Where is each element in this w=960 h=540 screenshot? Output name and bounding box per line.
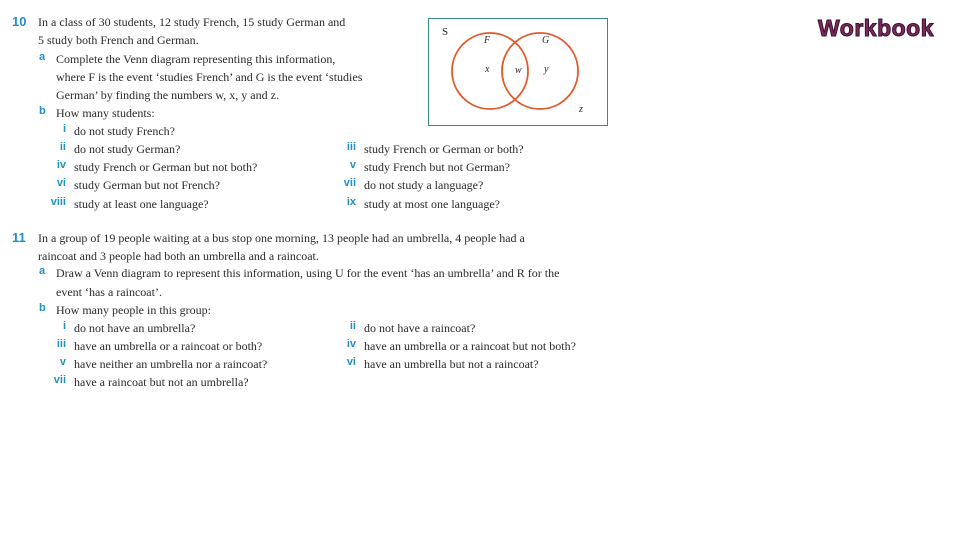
q11-item-iv-text: have an umbrella or a raincoat but not both? — [364, 339, 576, 353]
q10-part-a-line-2: where F is the event ‘studies French’ and G is the event ‘studies — [56, 70, 363, 84]
q11-item-iii-text: have an umbrella or a raincoat or both? — [74, 339, 263, 353]
q10-item-iv-text: study French or German but not both? — [74, 160, 258, 174]
q10-part-a-label: a — [39, 51, 46, 63]
venn-region-w: w — [515, 65, 522, 76]
venn-region-x: x — [485, 64, 490, 75]
q11-item-iv-num: iv — [346, 338, 356, 350]
q11-item-vii-num: vii — [53, 374, 66, 386]
q11-item-i-num: i — [62, 320, 66, 332]
venn-circle-g — [502, 33, 578, 109]
q11-item-ii-text: do not have a raincoat? — [364, 321, 476, 335]
q11-item-i-text: do not have an umbrella? — [74, 321, 196, 335]
q11-part-a-line-2: event ‘has a raincoat’. — [56, 285, 162, 299]
q10-item-i-text: do not study French? — [74, 124, 175, 138]
q10-intro-line-1: In a class of 30 students, 12 study French, 15 study German and — [38, 15, 346, 29]
q11-item-vi-text: have an umbrella but not a raincoat? — [364, 357, 539, 371]
venn-universe-label: S — [442, 26, 449, 38]
q10-item-i-num: i — [62, 123, 66, 135]
q11-part-a-label: a — [39, 265, 46, 277]
q10-item-ii-text: do not study German? — [74, 142, 181, 156]
q11-part-b-label: b — [39, 302, 46, 314]
venn-set-f-label: F — [484, 35, 491, 46]
workbook-badge: Workbook — [818, 15, 935, 41]
q10-item-v-text: study French but not German? — [364, 160, 510, 174]
question-10-number: 10 — [12, 14, 27, 29]
venn-region-y: y — [544, 64, 549, 75]
q11-part-a-line-1: Draw a Venn diagram to represent this information, using U for the event ‘has an umbrella’ and R for the — [56, 266, 560, 280]
q10-item-vi-num: vi — [56, 177, 66, 189]
q11-item-v-text: have neither an umbrella nor a raincoat? — [74, 357, 268, 371]
q10-item-iv-num: iv — [56, 159, 66, 171]
q10-item-vi-text: study German but not French? — [74, 178, 220, 192]
q10-part-a-line-1: Complete the Venn diagram representing this information, — [56, 52, 336, 66]
q10-item-ix-text: study at most one language? — [364, 197, 500, 211]
q10-intro-line-2: 5 study both French and German. — [38, 33, 199, 47]
q11-item-ii-num: ii — [349, 320, 356, 332]
q10-item-iii-num: iii — [346, 141, 356, 153]
venn-diagram — [428, 18, 608, 126]
q10-item-viii-text: study at least one language? — [74, 197, 209, 211]
q10-item-v-num: v — [349, 159, 356, 171]
q10-part-b-text: How many students: — [56, 106, 155, 120]
q10-item-vii-num: vii — [343, 177, 356, 189]
q11-part-b-text: How many people in this group: — [56, 303, 211, 317]
q11-item-v-num: v — [59, 356, 66, 368]
q10-item-ix-num: ix — [346, 196, 356, 208]
q10-item-ii-num: ii — [59, 141, 66, 153]
q11-intro-line-2: raincoat and 3 people had both an umbrella and a raincoat. — [38, 249, 319, 263]
q10-item-viii-num: viii — [50, 196, 66, 208]
q10-part-b-label: b — [39, 105, 46, 117]
q10-item-vii-text: do not study a language? — [364, 178, 484, 192]
q10-part-a-line-3: German’ by finding the numbers w, x, y and z. — [56, 88, 279, 102]
venn-set-g-label: G — [542, 35, 550, 46]
question-11-number: 11 — [12, 230, 26, 245]
q10-item-iii-text: study French or German or both? — [364, 142, 524, 156]
q11-item-vii-text: have a raincoat but not an umbrella? — [74, 375, 249, 389]
q11-item-vi-num: vi — [346, 356, 356, 368]
q11-item-iii-num: iii — [56, 338, 66, 350]
q11-intro-line-1: In a group of 19 people waiting at a bus stop one morning, 13 people had an umbrella, 4 people had a — [38, 231, 525, 245]
venn-region-z: z — [579, 104, 583, 115]
